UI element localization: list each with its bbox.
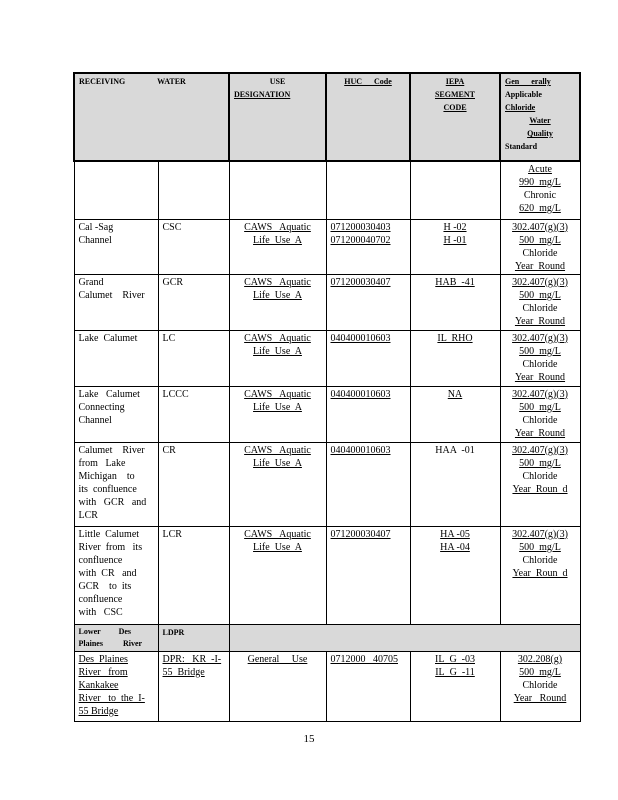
header-receiving-water: RECEIVING WATER bbox=[74, 73, 229, 161]
standard-cell: 302.407(g)(3) 500 mg/L Chloride Year Roun d bbox=[500, 442, 580, 526]
abbr-cell: LCCC bbox=[158, 386, 229, 442]
header-chloride-standard: Gen erally Applicable Chloride Water Quality Standard bbox=[500, 73, 580, 161]
empty-cell bbox=[74, 161, 158, 219]
huc-cell: 071200030403 071200040702 bbox=[326, 219, 410, 274]
use-cell: CAWS Aquatic Life Use A bbox=[229, 274, 326, 330]
standard-cell: 302.407(g)(3) 500 mg/L Chloride Year Roun d bbox=[500, 526, 580, 624]
abbr-cell: CR bbox=[158, 442, 229, 526]
header-huc-code: HUC Code bbox=[326, 73, 410, 161]
use-cell: CAWS Aquatic Life Use A bbox=[229, 526, 326, 624]
segment-cell: HA -05 HA -04 bbox=[410, 526, 500, 624]
water-name-cell: Grand Calumet River bbox=[74, 274, 158, 330]
water-name-cell: Lake Calumet bbox=[74, 330, 158, 386]
abbr-cell: LC bbox=[158, 330, 229, 386]
subheader-name-cell: Lower Des Plaines River bbox=[74, 624, 158, 651]
chloride-standards-table bbox=[73, 72, 581, 722]
table-row bbox=[74, 651, 580, 721]
table-row-acute-chronic bbox=[74, 161, 580, 219]
empty-cell bbox=[326, 161, 410, 219]
huc-cell: 040400010603 bbox=[326, 442, 410, 526]
segment-cell: H -02 H -01 bbox=[410, 219, 500, 274]
table-row bbox=[74, 330, 580, 386]
huc-cell: 0712000 40705 bbox=[326, 651, 410, 721]
table-row bbox=[74, 442, 580, 526]
segment-cell: HAB -41 bbox=[410, 274, 500, 330]
segment-cell: IL_G -03 IL_G -11 bbox=[410, 651, 500, 721]
use-cell: CAWS Aquatic Life Use A bbox=[229, 386, 326, 442]
water-name-cell: Des Plaines River from Kankakee River to the I- 55 Bridge bbox=[74, 651, 158, 721]
standard-cell: 302.407(g)(3) 500 mg/L Chloride Year Round bbox=[500, 386, 580, 442]
water-name-cell: Cal -Sag Channel bbox=[74, 219, 158, 274]
table-header-row bbox=[74, 73, 580, 161]
standard-cell: 302.208(g) 500 mg/L Chloride Year Round bbox=[500, 651, 580, 721]
page-number: 15 bbox=[303, 733, 315, 745]
huc-cell: 040400010603 bbox=[326, 330, 410, 386]
abbr-cell: GCR bbox=[158, 274, 229, 330]
subheader-row bbox=[74, 624, 580, 651]
empty-cell bbox=[229, 161, 326, 219]
water-name-cell: Calumet River from Lake Michigan to its confluence with GCR and LCR bbox=[74, 442, 158, 526]
header-iepa-segment-code: IEPA SEGMENT CODE bbox=[410, 73, 500, 161]
huc-cell: 071200030407 bbox=[326, 274, 410, 330]
table-row bbox=[74, 526, 580, 624]
header-use-designation: USE DESIGNATION bbox=[229, 73, 326, 161]
subheader-empty-cell bbox=[229, 624, 580, 651]
empty-cell bbox=[410, 161, 500, 219]
water-name-cell: Lake Calumet Connecting Channel bbox=[74, 386, 158, 442]
abbr-cell: LCR bbox=[158, 526, 229, 624]
abbr-cell: DPR: KR -I- 55 Bridge bbox=[158, 651, 229, 721]
standard-cell: 302.407(g)(3) 500 mg/L Chloride Year Round bbox=[500, 274, 580, 330]
huc-cell: 071200030407 bbox=[326, 526, 410, 624]
empty-cell bbox=[158, 161, 229, 219]
segment-cell: HAA -01 bbox=[410, 442, 500, 526]
huc-cell: 040400010603 bbox=[326, 386, 410, 442]
segment-cell: IL RHO bbox=[410, 330, 500, 386]
abbr-cell: CSC bbox=[158, 219, 229, 274]
use-cell: CAWS Aquatic Life Use A bbox=[229, 442, 326, 526]
use-cell: CAWS Aquatic Life Use A bbox=[229, 219, 326, 274]
subheader-abbr-cell: LDPR bbox=[158, 624, 229, 651]
water-name-cell: Little Calumet River from its confluence with CR and GCR to its confluence with CSC bbox=[74, 526, 158, 624]
standard-cell: 302.407(g)(3) 500 mg/L Chloride Year Round bbox=[500, 330, 580, 386]
segment-cell: NA bbox=[410, 386, 500, 442]
use-cell: General Use bbox=[229, 651, 326, 721]
table-row bbox=[74, 386, 580, 442]
standard-cell: 302.407(g)(3) 500 mg/L Chloride Year Round bbox=[500, 219, 580, 274]
table-row bbox=[74, 219, 580, 274]
standard-cell: Acute 990 mg/L Chronic 620 mg/L bbox=[500, 161, 580, 219]
use-cell: CAWS Aquatic Life Use A bbox=[229, 330, 326, 386]
table-row bbox=[74, 274, 580, 330]
